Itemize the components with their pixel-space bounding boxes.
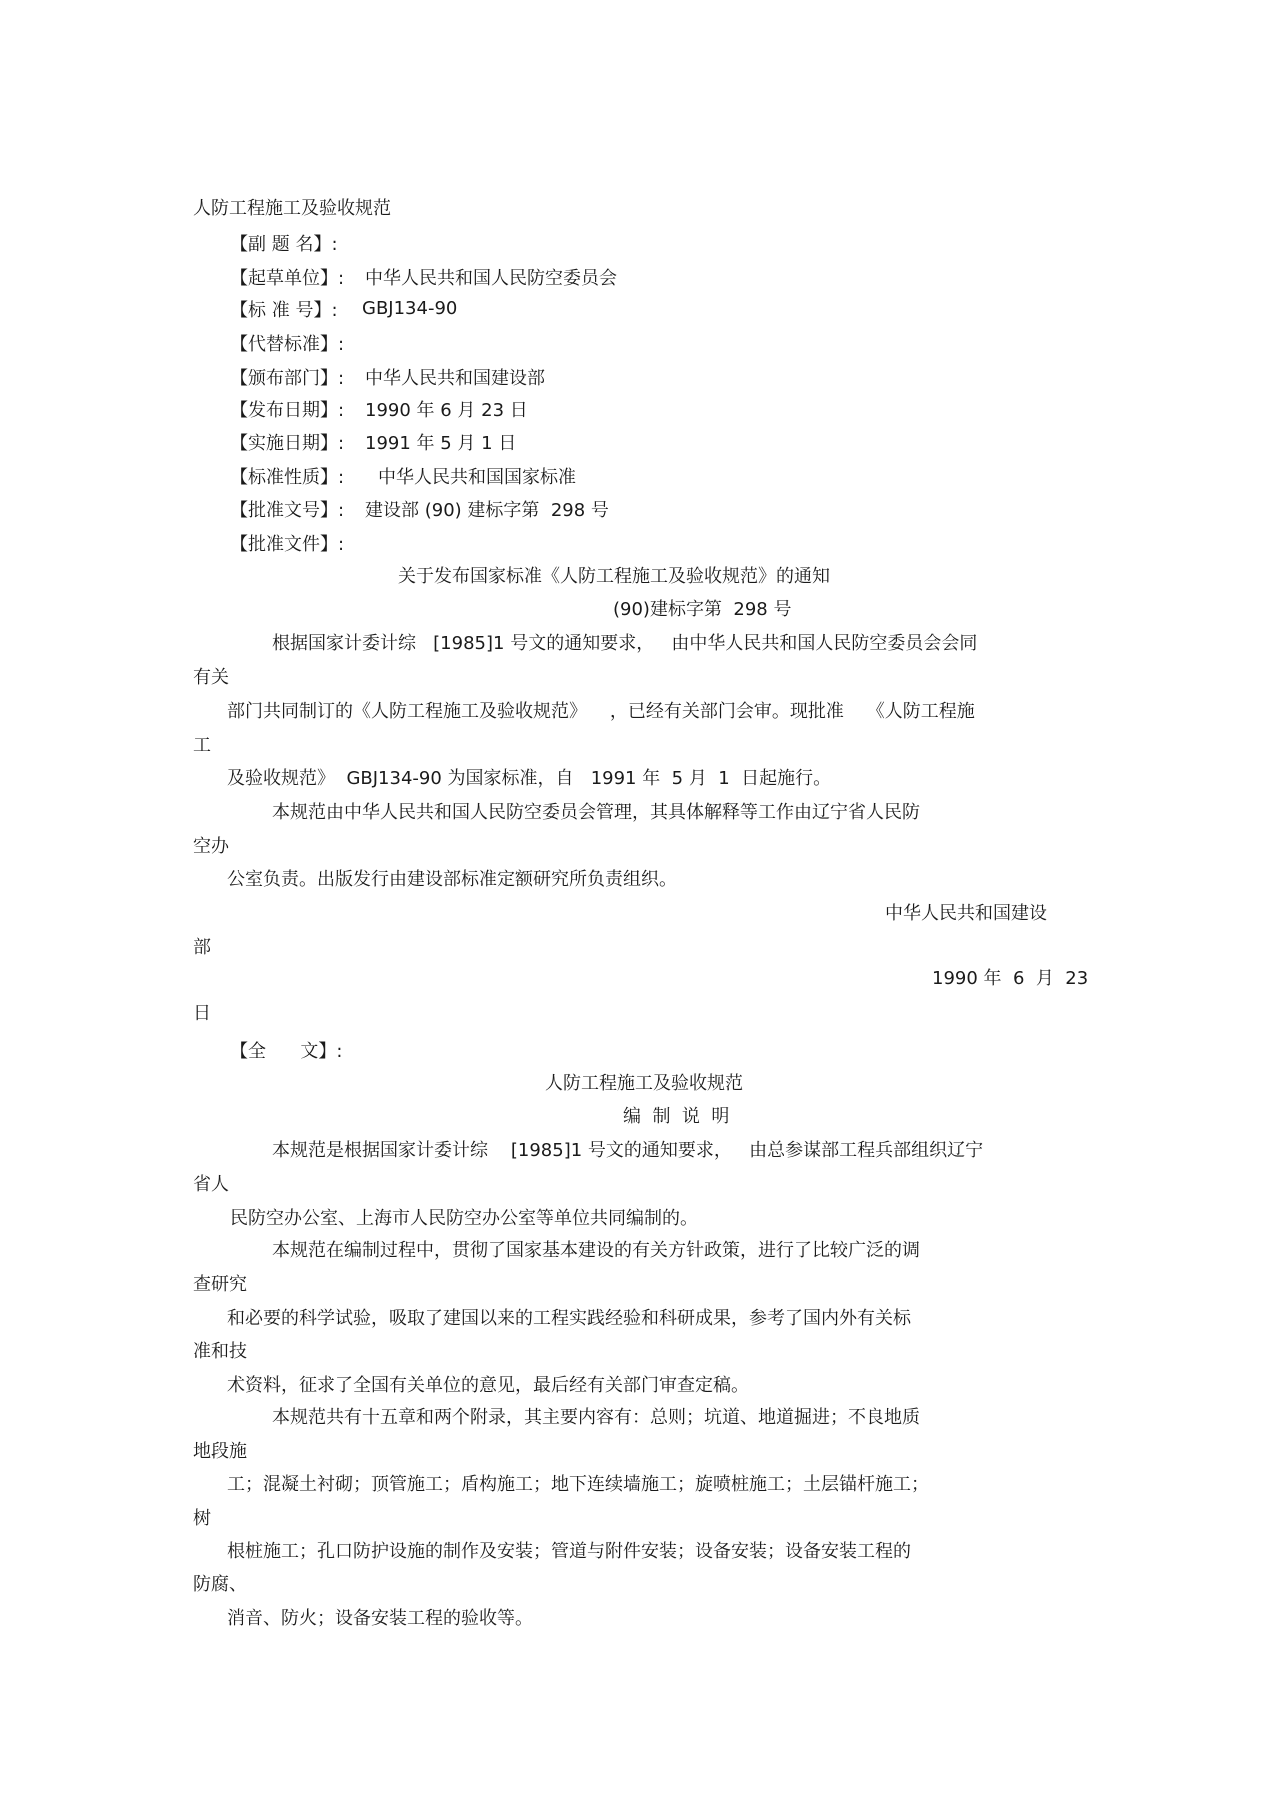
- notice-heading: 关于发布国家标准《人防工程施工及验收规范》的通知: [398, 566, 830, 587]
- notice-text-line: 公室负责。出版发行由建设部标准定额研究所负责组织。: [227, 869, 677, 890]
- fulltext-line: 查研究: [193, 1274, 247, 1295]
- fulltext-label: 【全 文】:: [230, 1041, 343, 1062]
- field-value-issue-date: 1990 年 6 月 23 日: [365, 400, 528, 421]
- fulltext-line: 消音、防火；设备安装工程的验收等。: [227, 1608, 533, 1629]
- fulltext-line: 本规范在编制过程中，贯彻了国家基本建设的有关方针政策，进行了比较广泛的调: [272, 1240, 920, 1261]
- fulltext-line: 准和技: [193, 1341, 247, 1362]
- notice-text-line: 有关: [193, 667, 229, 688]
- notice-text-line: 本规范由中华人民共和国人民防空委员会管理，其具体解释等工作由辽宁省人民防: [272, 802, 920, 823]
- notice-signature: 中华人民共和国建设: [885, 903, 1047, 924]
- notice-text-line: 根据国家计委计综 [1985]1 号文的通知要求， 由中华人民共和国人民防空委员会会同: [272, 633, 978, 654]
- fulltext-line: 和必要的科学试验，吸取了建国以来的工程实践经验和科研成果，参考了国内外有关标: [227, 1308, 911, 1329]
- fulltext-line: 树: [193, 1508, 211, 1529]
- notice-signature-continued: 部: [193, 937, 211, 958]
- field-value-approval-number: 建设部 (90) 建标字第 298 号: [365, 500, 609, 521]
- fulltext-line: 省人: [193, 1174, 229, 1195]
- notice-text-line: 空办: [193, 836, 229, 857]
- notice-text-line: 工: [193, 735, 211, 756]
- fulltext-line: 术资料，征求了全国有关单位的意见，最后经有关部门审查定稿。: [227, 1375, 749, 1396]
- notice-text-line: 及验收规范》 GBJ134-90 为国家标准，自 1991 年 5 月 1 日起施行。: [227, 768, 832, 789]
- field-label-subtitle: 【副 题 名】:: [230, 234, 338, 255]
- field-value-standard-number: GBJ134-90: [362, 298, 458, 319]
- document-title: 人防工程施工及验收规范: [193, 198, 391, 219]
- fulltext-line: 防腐、: [193, 1574, 247, 1595]
- fulltext-line: 本规范共有十五章和两个附录，其主要内容有：总则；坑道、地道掘进；不良地质: [272, 1407, 920, 1428]
- field-label-replaced-standard: 【代替标准】:: [230, 334, 345, 355]
- notice-date: 1990 年 6 月 23: [932, 968, 1089, 989]
- field-label-issue-date: 【发布日期】:: [230, 400, 345, 421]
- field-label-effective-date: 【实施日期】:: [230, 433, 345, 454]
- notice-date-continued: 日: [193, 1003, 211, 1024]
- fulltext-subtitle: 编 制 说 明: [623, 1106, 730, 1127]
- field-value-effective-date: 1991 年 5 月 1 日: [365, 433, 517, 454]
- fulltext-title: 人防工程施工及验收规范: [545, 1073, 743, 1094]
- field-label-standard-number: 【标 准 号】:: [230, 300, 338, 321]
- fulltext-line: 地段施: [193, 1441, 247, 1462]
- field-label-standard-nature: 【标准性质】:: [230, 467, 345, 488]
- fulltext-line: 本规范是根据国家计委计综 [1985]1 号文的通知要求， 由总参谋部工程兵部组织辽宁: [272, 1140, 984, 1161]
- notice-number: (90)建标字第 298 号: [613, 599, 792, 620]
- field-label-approval-document: 【批准文件】:: [230, 534, 345, 555]
- field-value-issuing-department: 中华人民共和国建设部: [365, 368, 545, 389]
- field-label-drafter: 【起草单位】:: [230, 268, 345, 289]
- field-value-drafter: 中华人民共和国人民防空委员会: [365, 268, 617, 289]
- field-label-issuing-department: 【颁布部门】:: [230, 368, 345, 389]
- field-label-approval-number: 【批准文号】:: [230, 500, 345, 521]
- notice-text-line: 部门共同制订的《人防工程施工及验收规范》 ，已经有关部门会审。现批准 《人防工程施: [227, 701, 975, 722]
- fulltext-line: 根桩施工；孔口防护设施的制作及安装；管道与附件安装；设备安装；设备安装工程的: [227, 1541, 911, 1562]
- field-value-standard-nature: 中华人民共和国国家标准: [378, 467, 576, 488]
- fulltext-line: 工；混凝土衬砌；顶管施工；盾构施工；地下连续墙施工；旋喷桩施工；土层锚杆施工；: [227, 1474, 929, 1495]
- fulltext-line: 民防空办公室、上海市人民防空办公室等单位共同编制的。: [230, 1208, 698, 1229]
